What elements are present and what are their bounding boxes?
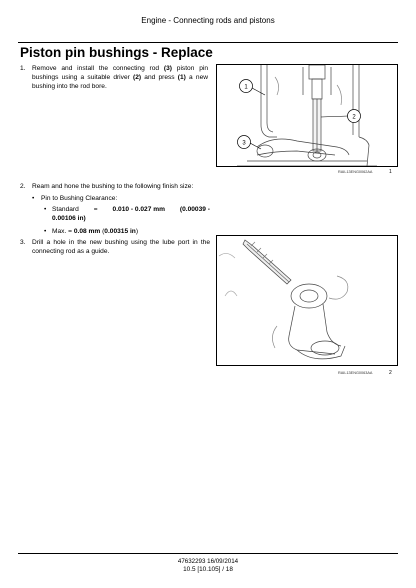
- footer-page-number: 10.5 [10.105] / 18: [183, 566, 233, 573]
- bullet-icon: •: [44, 228, 47, 235]
- step-text: Remove and install the connecting rod (3) piston pin bushings using a suitable driver (2) and press (1) a new bushing into the rod bore.: [32, 65, 209, 90]
- step-text: Ream and hone the bushing to the following finish size:: [32, 183, 194, 190]
- figure-1-number: 1: [389, 169, 392, 175]
- header-divider: [18, 42, 398, 43]
- clearance-heading: • Pin to Bushing Clearance:: [32, 195, 118, 202]
- footer-document-id: 47632293 16/09/2014: [177, 558, 239, 565]
- figure-piston-pin-press: [216, 64, 398, 167]
- step-number: 3.: [20, 239, 26, 246]
- step-text: Drill a hole in the new bushing using the lube port in the connecting rod as a guide.: [32, 239, 210, 255]
- step-number: 1.: [20, 65, 26, 72]
- bullet-icon: •: [32, 195, 35, 202]
- callout-3-label: 3: [242, 140, 246, 147]
- figure-2-caption: RAIL13ENG0063AA: [338, 371, 373, 375]
- drill-illustration: [217, 236, 397, 365]
- figure-2-number: 2: [389, 370, 392, 376]
- figure-1-caption: RAIL13ENG0062AA: [338, 170, 373, 174]
- page-header-title: Engine - Connecting rods and pistons: [141, 16, 275, 25]
- footer-divider: [18, 553, 398, 554]
- step-3: [20, 238, 210, 256]
- step-number: 2.: [20, 183, 26, 190]
- callout-2-label: 2: [352, 114, 356, 121]
- step-2: [20, 182, 220, 191]
- bullet-icon: •: [44, 206, 47, 213]
- callout-1-label: 1: [244, 84, 248, 91]
- step-1: [20, 64, 208, 91]
- press-illustration: [217, 65, 397, 166]
- figure-drill-bushing: [216, 235, 398, 366]
- section-title: Piston pin bushings - Replace: [20, 45, 213, 60]
- standard-clearance: • Standard = 0.010 - 0.027 mm (0.00039 - 0.00106 in): [44, 206, 210, 222]
- max-clearance: • Max. = 0.08 mm (0.00315 in): [44, 228, 139, 235]
